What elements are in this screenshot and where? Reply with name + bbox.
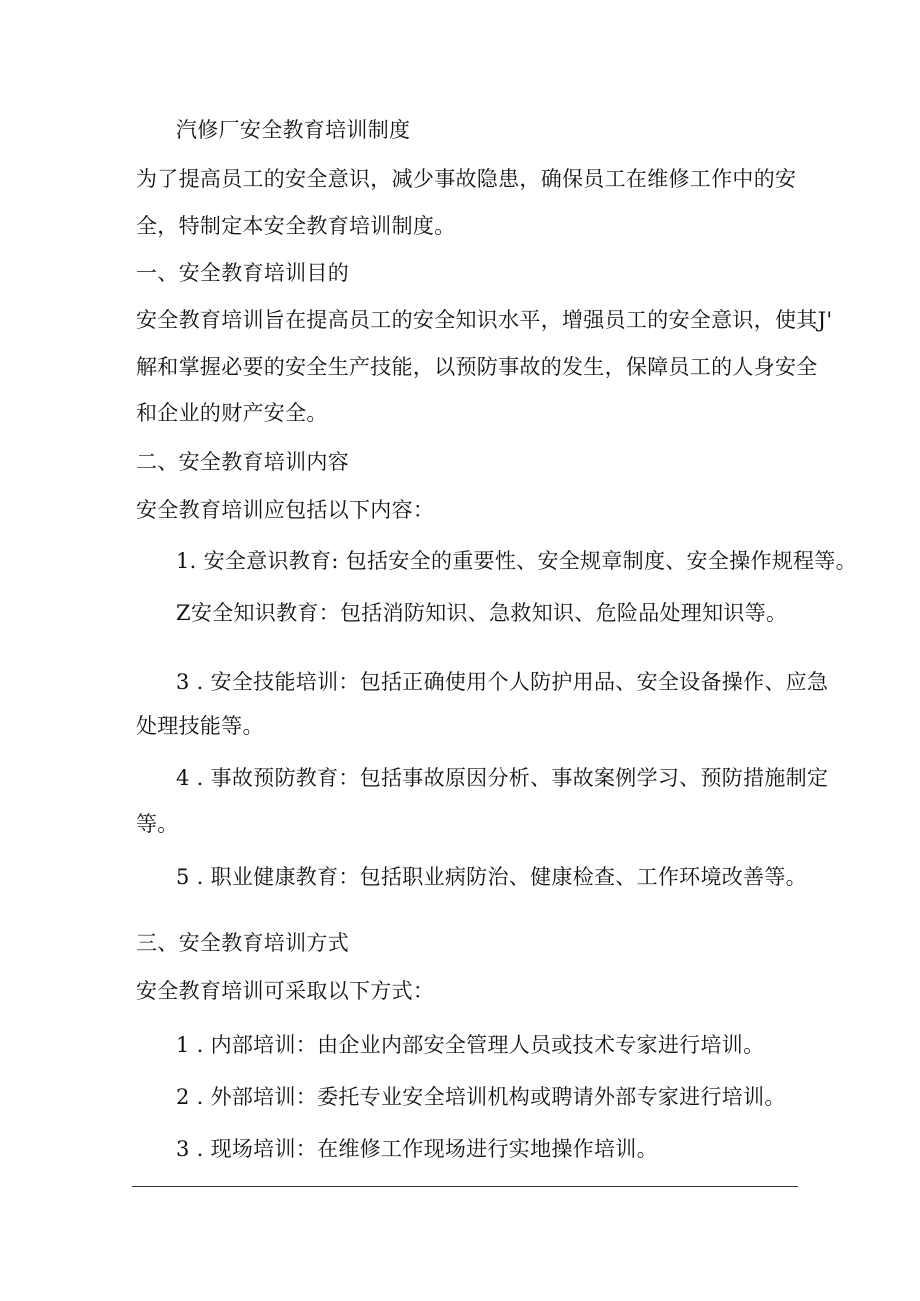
section-3-lead: 安全教育培训可采取以下方式： <box>136 979 435 1003</box>
section-3-heading: 三、安全教育培训方式 <box>136 931 349 955</box>
intro-line-2: 全，特制定本安全教育培训制度。 <box>136 214 456 238</box>
section-3-item-2: 2 . 外部培训：委托专业安全培训机构或聘请外部专家进行培训。 <box>176 1085 786 1109</box>
section-2-item-3-line-2: 处理技能等。 <box>136 714 264 738</box>
section-2-heading: 二、安全教育培训内容 <box>136 450 349 474</box>
document-title: 汽修厂安全教育培训制度 <box>176 118 411 142</box>
section-2-item-4-line-2: 等。 <box>136 812 179 836</box>
intro-line-1: 为了提高员工的安全意识，减少事故隐患，确保员工在维修工作中的安 <box>136 167 797 191</box>
footer-divider <box>132 1186 798 1187</box>
section-1-line-2: 解和掌握必要的安全生产技能，以预防事故的发生，保障员工的人身安全 <box>136 355 818 379</box>
section-3-item-1: 1 . 内部培训：由企业内部安全管理人员或技术专家进行培训。 <box>176 1033 765 1057</box>
section-3-item-3: 3 . 现场培训：在维修工作现场进行实地操作培训。 <box>176 1137 658 1161</box>
section-2-item-5: 5 . 职业健康教育：包括职业病防治、健康检查、工作环境改善等。 <box>176 865 807 889</box>
section-2-item-4-line-1: 4 . 事故预防教育：包括事故原因分析、事故案例学习、预防措施制定 <box>176 766 829 790</box>
section-1-line-1: 安全教育培训旨在提高员工的安全知识水平，增强员工的安全意识，使其J' <box>136 308 833 332</box>
section-1-line-3: 和企业的财产安全。 <box>136 401 328 425</box>
section-1-heading: 一、安全教育培训目的 <box>136 261 349 285</box>
section-2-lead: 安全教育培训应包括以下内容： <box>136 498 435 522</box>
section-2-item-3-line-1: 3 . 安全技能培训：包括正确使用个人防护用品、安全设备操作、应急 <box>176 670 829 694</box>
section-2-item-1: 1. 安全意识教育: 包括安全的重要性、安全规章制度、安全操作规程等。 <box>176 549 857 573</box>
section-2-item-2: Z安全知识教育：包括消防知识、急救知识、危险品处理知识等。 <box>176 601 788 625</box>
